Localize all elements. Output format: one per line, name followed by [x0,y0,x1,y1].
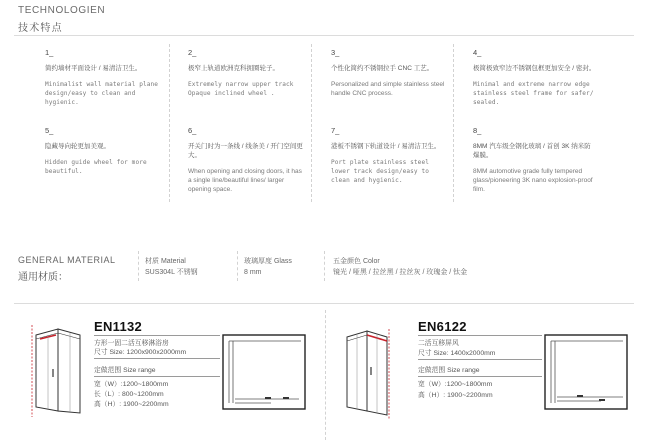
color-label: 五金颜色 Color [333,258,380,265]
feature-5 [45,126,163,176]
model-underline [94,335,220,336]
size-underline [94,358,220,359]
feature-number: 3_ [331,48,340,57]
model-underline [418,335,542,336]
feature-6 [188,126,306,194]
size-underline [418,359,542,360]
feature-number: 7_ [331,126,340,135]
material-label: 材质 Material [145,258,186,265]
feature-1 [45,48,163,107]
feature-text-cn: 隐藏导向轮更加美观。 [45,143,110,150]
general-material-title-cn: 通用材质： [18,272,68,283]
material-divider [324,251,325,281]
range-length: 长（L）: 800~1200mm [94,391,164,398]
feature-divider [311,44,312,202]
material-spec [145,256,198,278]
feature-number: 4_ [473,48,482,57]
size-range-title: 定做范围 Size range [418,367,480,374]
feature-divider [169,44,170,202]
glass-value: 8 mm [244,269,262,276]
feature-text-en: Hidden guide wheel for more beautiful. [45,159,147,175]
feature-text-en: Minimal and extreme narrow edge stainless steel frame for safer/ sealed. [473,81,594,106]
feature-text-en: Port plate stainless steel lower track design/easy to clean and hygienic. [331,159,429,184]
material-divider [138,251,139,281]
feature-number: 1_ [45,48,54,57]
glass-spec [244,256,292,278]
range-width: 宽（W）:1200~1800mm [418,381,493,388]
product-size: 尺寸 Size: 1200x900x2000mm [94,349,187,356]
product-size: 尺寸 Size: 1400x2000mm [418,350,496,357]
feature-text-cn: 简约墙材平面设计 / 易清洁卫生。 [45,65,142,72]
feature-3 [331,48,449,98]
range-height: 高（H）: 1900~2200mm [418,392,493,399]
product-model-en1132: EN1132 [94,319,143,334]
color-spec [333,256,467,278]
feature-text-cn: 极窄上轨道欧洲克科拥圈轮子。 [188,65,279,72]
feature-2 [188,48,306,98]
feature-text-cn: 极简极致窄边不锈钢包框更加安全 / 密封。 [473,65,596,72]
material-divider [237,251,238,281]
feature-7 [331,126,449,185]
product-desc: 方形一固二活互移淋浴房 [94,340,169,347]
feature-number: 8_ [473,126,482,135]
range-underline [94,376,220,377]
feature-text-cn: 开关门时为一条线 / 线条美 / 开门空间更大。 [188,143,303,159]
feature-text-cn: 个性化简约不锈钢拉手 CNC 工艺。 [331,65,434,72]
feature-number: 2_ [188,48,197,57]
material-divider-line [14,303,634,304]
range-width: 宽（W）:1200~1800mm [94,381,169,388]
feature-text-en: 8MM automotive grade fully tempered glass/pioneering 3K nano explosion-proof film. [473,168,593,193]
header-divider [14,35,634,36]
feature-4 [473,48,597,107]
section-title-cn: 技术特点 [18,23,63,34]
product-model-en6122: EN6122 [418,319,467,334]
feature-text-en: Personalized and simple stainless steel handle CNC process. [331,81,445,97]
feature-text-cn: 8MM 汽车级全钢化玻璃 / 首创 3K 纳米防爆膜。 [473,143,591,159]
en1132-plan-drawing [221,333,307,411]
en6122-perspective-drawing [343,327,393,421]
feature-text-en: Extremely narrow upper track Opaque inclined wheel . [188,81,294,97]
range-underline [418,376,542,377]
en1132-perspective-drawing [28,321,86,421]
feature-divider [453,44,454,202]
products-divider [325,310,326,440]
feature-text-cn: 港板不锈钢下轨道设计 / 易清洁卫生。 [331,143,441,150]
size-range-title: 定做范围 Size range [94,367,156,374]
color-value: 镜光 / 哑黑 / 拉丝黑 / 拉丝灰 / 玫瑰金 / 钛金 [333,269,468,276]
glass-label: 玻璃厚度 Glass [244,258,292,265]
feature-text-en: When opening and closing doors, it has a single line/beautiful lines/ larger opening space. [188,168,302,193]
material-value: SUS304L 不锈钢 [145,269,198,276]
feature-number: 5_ [45,126,54,135]
en6122-plan-drawing [543,333,629,411]
range-height: 高（H）: 1900~2200mm [94,401,169,408]
product-desc: 二活互移屏风 [418,340,459,347]
feature-text-en: Minimalist wall material plane design/easy to clean and hygienic. [45,81,159,106]
section-title-en: TECHNOLOGIEN [18,5,106,16]
feature-8 [473,126,597,194]
general-material-title-en: GENERAL MATERIAL [18,255,116,265]
feature-number: 6_ [188,126,197,135]
